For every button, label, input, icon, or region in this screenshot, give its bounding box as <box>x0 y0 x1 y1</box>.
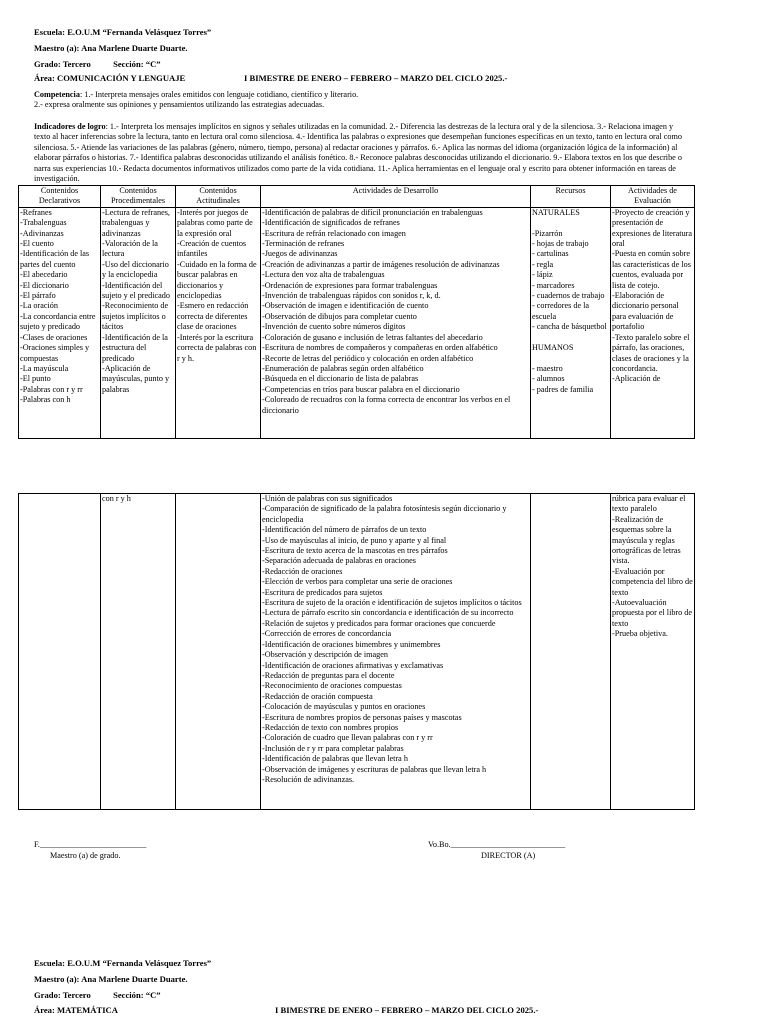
list-item: -Escritura de nombres de compañeros y compañeras en orden alfabético <box>262 343 498 353</box>
list-item: -Palabras con r y rr <box>20 384 83 394</box>
list-item: - hojas de trabajo <box>532 239 589 249</box>
area-value: COMUNICACIÓN Y LENGUAJE <box>57 73 186 83</box>
list-item: -Escritura de predicados para sujetos <box>262 587 383 597</box>
school-line <box>34 27 211 38</box>
header-procedimentales: Contenidos Procedimentales <box>101 186 176 208</box>
cell-actitudinales <box>176 207 261 438</box>
list-item: - lápiz <box>532 270 553 280</box>
list-item: -Búsqueda en el diccionario de lista de palabras <box>262 374 419 384</box>
school-name: E.O.U.M “Fernanda Velásquez Torres” <box>67 27 212 37</box>
grade-label-2: Grado: <box>34 990 61 1000</box>
list-item: -Escritura de texto acerca de la mascotas en tres párrafos <box>262 546 448 556</box>
teacher-line <box>34 43 188 54</box>
list-item: -Elaboración de diccionario personal para evaluación de portafolio <box>612 291 679 332</box>
list-item: -La mayúscula <box>20 363 69 373</box>
list-item: -Aplicación de mayúsculas, punto y palabras <box>102 363 170 394</box>
cell2-actividades <box>261 494 531 810</box>
list-item: -Realización de esquemas sobre la mayúscula y reglas ortográficas de letras vista. <box>612 514 681 566</box>
header-actividades: Actividades de Desarrollo <box>261 186 531 208</box>
list-item: -Invención de trabalenguas rápidos con sonidos r, k, d. <box>262 291 441 301</box>
list-item: -Lectura den voz alta de trabalenguas <box>262 270 385 280</box>
list-item: -La oración <box>20 301 58 311</box>
list-item: -Escritura de refrán relacionado con imagen <box>262 228 406 238</box>
list-item: -La concordancia entre sujeto y predicado <box>20 311 96 332</box>
list-item: -Adivinanzas <box>20 228 64 238</box>
list-item: -Escritura de nombres propios de personas países y mascotas <box>262 712 462 722</box>
list-item: -Resolución de adivinanzas. <box>262 774 355 784</box>
list-item: -Identificación de oraciones afirmativas y exclamativas <box>262 660 444 670</box>
list-item: -Uso de mayúsculas al inicio, de puno y aparte y al final <box>262 535 447 545</box>
director-signature-line: Vo.Bo.____________________________ <box>428 840 566 849</box>
competencia-1: : 1.- Interpreta mensajes orales emitidos con lenguaje cotidiano, científico y literario. <box>79 90 359 99</box>
list-item: -Juegos de adivinanzas <box>262 249 338 259</box>
list-item: -Colocación de mayúsculas y puntos en oraciones <box>262 702 426 712</box>
grade-value-2: Tercero <box>62 990 91 1000</box>
list-item: -Elección de verbos para completar una serie de oraciones <box>262 577 453 587</box>
director-signature-caption: DIRECTOR (A) <box>481 851 536 860</box>
school-label-2: Escuela: <box>34 958 66 968</box>
list-item: -Identificación del sujeto y el predicado <box>102 280 170 301</box>
list-item: -Identificación de oraciones bimembres y unimembres <box>262 639 441 649</box>
list-item: -Relación de sujetos y predicados para formar oraciones que concuerde <box>262 618 496 628</box>
competencia-label: Competencia <box>34 90 80 99</box>
list-item: -Terminación de refranes <box>262 239 345 249</box>
list-item: -Observación de dibujos para completar cuento <box>262 311 417 321</box>
area-line-2 <box>34 1005 118 1016</box>
cell-declarativos <box>19 207 101 438</box>
list-item: -Cuidado en la forma de buscar palabras en diccionarios y enciclopedias <box>177 259 257 301</box>
list-item: -El cuento <box>20 239 54 249</box>
list-item: -Identificación de la estructura del predicado <box>102 332 168 363</box>
recursos-humanos-list <box>532 364 609 395</box>
cell2-evaluacion <box>611 494 695 810</box>
list-item: -Reconocimiento de sujetos implícitos o tácitos <box>102 301 169 332</box>
list-item: -Valoración de la lectura <box>102 239 158 259</box>
section-value-2: “C” <box>145 990 161 1000</box>
list-item: -Escritura de sujeto de la oración e identificación de sujetos implícitos o tácitos <box>262 598 522 608</box>
list-item: -Competencias en tríos para buscar palabra en el diccionario <box>262 384 460 394</box>
school-label: Escuela: <box>34 27 66 37</box>
cell2-actitudinales <box>176 494 261 810</box>
list-item: -Identificación de palabras que llevan letra h <box>262 754 408 764</box>
teacher-name: Ana Marlene Duarte Duarte. <box>81 43 188 53</box>
list-item: -Interés por juegos de palabras como parte de la expresión oral <box>177 207 253 238</box>
school-name-2: E.O.U.M “Fernanda Velásquez Torres” <box>67 958 212 968</box>
list-item: -Lectura de refranes, trabalenguas y adivinanzas <box>102 207 170 238</box>
list-item: -Prueba objetiva. <box>612 629 668 639</box>
cell-recursos <box>531 207 611 438</box>
teacher-label: Maestro (a): <box>34 43 80 53</box>
list-item: -Inclusión de r y rr para completar palabras <box>262 743 404 753</box>
bimester-title: I BIMESTRE DE ENERO – FEBRERO – MARZO DEL CICLO 2025.- <box>244 73 508 83</box>
list-item: -El abecedario <box>20 270 68 280</box>
list-item: -Coloreado de recuadros con la forma correcta de encontrar los verbos en el diccionario <box>262 395 511 415</box>
list-item: -El párrafo <box>20 291 56 301</box>
section-value: “C” <box>145 59 161 69</box>
list-item: -Separación adecuada de palabras en oraciones <box>262 556 416 566</box>
recursos-naturales-title: NATURALES <box>532 207 580 217</box>
list-item: -Proyecto de creación y presentación de expresiones de literatura oral <box>612 207 693 249</box>
list-item: -Creación de cuentos infantiles <box>177 239 247 259</box>
list-item: -Redacción de oración compuesta <box>262 691 373 701</box>
list-item: -Identificación de significados de refranes <box>262 218 400 228</box>
cell2-recursos <box>531 494 611 810</box>
section-label-2: Sección: <box>113 990 144 1000</box>
grade-label: Grado: <box>34 59 61 69</box>
list-item: -Comparación de significado de la palabra fotosíntesis según diccionario y enciclopedia <box>262 504 507 524</box>
list-item: - cuadernos de trabajo <box>532 291 605 301</box>
list-item: -Uso del diccionario y la enciclopedia <box>102 259 169 280</box>
list-item: -Coloración de gusano e inclusión de letras faltantes del abecedario <box>262 332 483 342</box>
list-item: -Trabalenguas <box>20 218 67 228</box>
cell-evaluacion <box>611 207 695 438</box>
section-label: Sección: <box>113 59 144 69</box>
list-item: -Redacción de preguntas para el docente <box>262 670 395 680</box>
list-item: -Observación y descripción de imagen <box>262 650 388 660</box>
list-item: -Corrección de errores de concordancia <box>262 629 392 639</box>
list-item: -Refranes <box>20 207 52 217</box>
header-declarativos: Contenidos Declarativos <box>19 186 101 208</box>
cell-actividades <box>261 207 531 438</box>
list-item: -Reconocimiento de oraciones compuestas <box>262 681 402 691</box>
list-item: -Clases de oraciones <box>20 332 88 342</box>
area-value-2: MATEMÁTICA <box>57 1005 118 1015</box>
list-item: -Evaluación por competencia del libro de texto <box>612 566 693 597</box>
planning-table-2 <box>18 493 695 810</box>
planning-table-1 <box>18 185 695 439</box>
header-recursos: Recursos <box>531 186 611 208</box>
list-item: - alumnos <box>532 374 565 384</box>
list-item: -El diccionario <box>20 280 69 290</box>
list-item: -El punto <box>20 374 51 384</box>
list-item: -Invención de cuento sobre números dígitos <box>262 322 406 332</box>
grade-value: Tercero <box>62 59 91 69</box>
recursos-naturales-list <box>532 229 609 333</box>
list-item: -Enumeración de palabras según orden alfabético <box>262 363 424 373</box>
list-item: -Ordenación de expresiones para formar trabalenguas <box>262 280 438 290</box>
cell-procedimentales <box>101 207 176 438</box>
list-item: -Unión de palabras con sus significados <box>262 494 393 503</box>
list-item: - regla <box>532 259 554 269</box>
list-item: con r y h <box>102 494 131 503</box>
list-item: -Coloración de cuadro que llevan palabras con r y rr <box>262 733 433 743</box>
list-item: - cartulinas <box>532 249 569 259</box>
competencia-block <box>34 90 684 111</box>
teacher-signature-caption: Maestro (a) de grado. <box>50 851 121 860</box>
list-item: -Palabras con h <box>20 395 71 405</box>
indicadores-block <box>34 122 682 184</box>
list-item: - corredores de la escuela <box>532 301 590 321</box>
list-item: -Interés por la escritura correcta de palabras con r y h. <box>177 332 257 363</box>
teacher-signature-line: F.__________________________ <box>34 840 147 849</box>
area-label: Área: <box>34 73 55 83</box>
list-item: -Observación de imágenes y escrituras de palabras que llevan letra h <box>262 764 487 774</box>
list-item: -Redacción de texto con nombres propios <box>262 722 399 732</box>
header-evaluacion: Actividades de Evaluación <box>611 186 695 208</box>
list-item: - cancha de básquetbol <box>532 322 607 332</box>
cell2-declarativos <box>19 494 101 810</box>
competencia-2: 2.- expresa oralmente sus opiniones y pensamientos utilizando las estrategias adecuadas. <box>34 100 325 110</box>
recursos-humanos-title: HUMANOS <box>532 343 574 353</box>
grade-line <box>34 59 161 70</box>
list-item: -Identificación de palabras de difícil pronunciación en trabalenguas <box>262 207 483 217</box>
list-item: -Pizarrón <box>532 228 563 238</box>
list-item: -Oraciones simples y compuestas <box>20 343 90 363</box>
list-item: - maestro <box>532 363 563 373</box>
list-item: -Autoevaluación propuesta por el libro de texto <box>612 598 693 628</box>
list-item: -Identificación de las partes del cuento <box>20 249 90 269</box>
indicadores-text: : 1.- Interpreta los mensajes implícitos en signos y señales utilizadas en la comunidad. 2.- Diferencia las destrezas de la lectura oral y de la silenciosa. 3.- Relaciona imagen y texto al hacer inferencias sobre la lectura, tanto en lectura oral como silenciosa. 4.- Identifica las palabras o expresiones que desempeñan funciones específicas en un texto, tanto en lectura oral como silenciosa. 5.- Atiende las variaciones de las palabras (género, número, tiempo, persona) al redactar oraciones y párrafos. 6.- Aplica las normas del idioma (organización lógica de la información) al elaborar párrafos o historias. 7.- Identifica palabras desconocidas utilizando el análisis fonético. 8.- Reconoce palabras desconocidas utilizando el diccionario. 9.- Elabora textos en los que describe o narra sus experiencias 10.- Redacta documentos informativos utilizados como parte de la vida cotidiana. 11.- Aplica herramientas en el lenguaje oral y escrito para obtener información en tareas de investigación. <box>34 122 682 184</box>
grade-line-2 <box>34 990 161 1001</box>
list-item: -Recorte de letras del periódico y colocación en orden alfabético <box>262 353 474 363</box>
teacher-line-2 <box>34 974 188 985</box>
list-item: -Texto paralelo sobre el párrafo, las oraciones, clases de oraciones y la concordancia. <box>612 332 690 373</box>
list-item: -Puesta en común sobre las características de los cuentos, evaluada por lista de cotejo. <box>612 249 691 290</box>
area-line <box>34 73 185 84</box>
list-item: -Creación de adivinanzas a partir de imágenes resolución de adivinanzas <box>262 259 500 269</box>
school-line-2 <box>34 958 211 969</box>
list-item: -Redacción de oraciones <box>262 566 343 576</box>
teacher-name-2: Ana Marlene Duarte Duarte. <box>81 974 188 984</box>
bimester-title-2: I BIMESTRE DE ENERO – FEBRERO – MARZO DEL CICLO 2025.- <box>275 1005 539 1015</box>
list-item: rúbrica para evaluar el texto paralelo <box>612 494 686 514</box>
list-item: -Esmero en redacción correcta de diferentes clase de oraciones <box>177 301 249 332</box>
list-item: -Aplicación de <box>612 374 661 384</box>
list-item: - padres de familia <box>532 384 594 394</box>
list-item: -Identificación del número de párrafos de un texto <box>262 525 427 535</box>
cell2-procedimentales <box>101 494 176 810</box>
header-actitudinales: Contenidos Actitudinales <box>176 186 261 208</box>
indicadores-label: Indicadores de logro <box>34 122 106 131</box>
area-label-2: Área: <box>34 1005 55 1015</box>
teacher-label-2: Maestro (a): <box>34 974 80 984</box>
list-item: -Observación de imagen e identificación de cuento <box>262 301 429 311</box>
list-item: -Lectura de párrafo escrito sin concordancia e identificación de su incorrecto <box>262 608 514 618</box>
list-item: - marcadores <box>532 280 575 290</box>
